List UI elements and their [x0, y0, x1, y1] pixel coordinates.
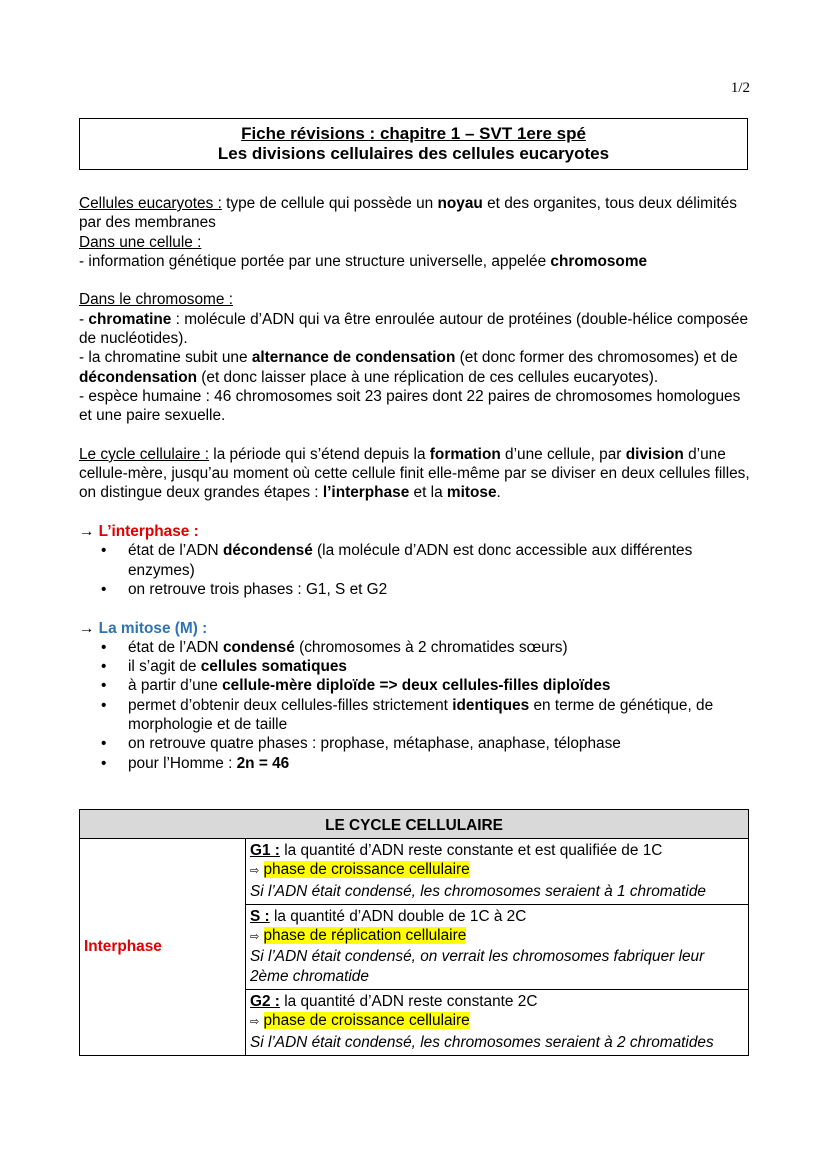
cell-cycle-table [79, 809, 749, 1056]
cell-cycle-definition: Le cycle cellulaire : la période qui s’étend depuis la formation d’une cellule, par division d’une cellule-mère, jusqu’au moment où cette cellule finit elle-même par se diviser en deux cellules filles, on distingue deux grandes étapes : l’interphase et la mitose. [79, 445, 750, 502]
title-box [79, 118, 748, 170]
page-number: 1/2 [730, 80, 750, 96]
list-item: • à partir d’une cellule-mère diploïde => deux cellules-filles diploïdes [79, 676, 751, 695]
arrow-icon: ⇨ [250, 931, 260, 944]
interphase-row-label: Interphase [80, 839, 246, 1056]
mitosis-heading: → La mitose (M) : [79, 619, 208, 637]
condensation-line: - la chromatine subit une alternance de condensation (et donc former des chromosomes) et de décondensation (et donc laisser place à une réplication de ces cellules eucaryotes). [79, 349, 738, 386]
table-header: LE CYCLE CELLULAIRE [80, 810, 749, 839]
s-cell: S : la quantité d’ADN double de 1C à 2C ⇨ phase de réplication cellulaire Si l’ADN était condensé, on verrait les chromosomes fabriquer leur 2ème chromatide [246, 904, 749, 989]
interphase-list [79, 541, 751, 599]
interphase-heading: → L’interphase : [79, 523, 199, 541]
document-body [79, 194, 751, 773]
eukaryote-definition: Cellules eucaryotes : type de cellule qui possède un noyau et des organites, tous deux délimités par des membranes [79, 195, 737, 232]
arrow-icon: ⇨ [250, 1016, 260, 1029]
list-item: • il s’agit de cellules somatiques [79, 657, 751, 676]
list-item: • on retrouve trois phases : G1, S et G2 [79, 580, 751, 599]
page-subtitle: Les divisions cellulaires des cellules eucaryotes [217, 144, 610, 163]
list-item: • on retrouve quatre phases : prophase, métaphase, anaphase, télophase [79, 734, 751, 753]
page-title: Fiche révisions : chapitre 1 – SVT 1ere spé [241, 124, 586, 143]
arrow-icon: ⇨ [250, 865, 260, 878]
table-row [80, 839, 749, 905]
list-item: • permet d’obtenir deux cellules-filles strictement identiques en terme de génétique, de morphologie et de taille [79, 696, 751, 735]
section-label: Dans une cellule : [79, 233, 202, 251]
g1-cell: G1 : la quantité d’ADN reste constante et est qualifiée de 1C ⇨ phase de croissance cellulaire Si l’ADN était condensé, les chromosomes seraient à 1 chromatide [246, 839, 749, 905]
cell-info: - information génétique portée par une structure universelle, appelée chromosome [79, 252, 648, 270]
human-species-line: - espèce humaine : 46 chromosomes soit 23 paires dont 22 paires de chromosomes homologues et une paire sexuelle. [79, 387, 741, 425]
g2-cell: G2 : la quantité d’ADN reste constante 2C ⇨ phase de croissance cellulaire Si l’ADN était condensé, les chromosomes seraient à 2 chromatides [246, 990, 749, 1056]
section-label: Dans le chromosome : [79, 291, 233, 309]
list-item: • état de l’ADN condensé (chromosomes à 2 chromatides sœurs) [79, 638, 751, 657]
mitosis-list [79, 638, 751, 773]
chromatin-line: - chromatine : molécule d’ADN qui va être enroulée autour de protéines (double-hélice composée de nucléotides). [79, 310, 749, 348]
term-label: Cellules eucaryotes : [79, 195, 222, 212]
list-item: • pour l’Homme : 2n = 46 [79, 754, 751, 773]
list-item: • état de l’ADN décondensé (la molécule d’ADN est donc accessible aux différentes enzymes) [79, 541, 751, 580]
